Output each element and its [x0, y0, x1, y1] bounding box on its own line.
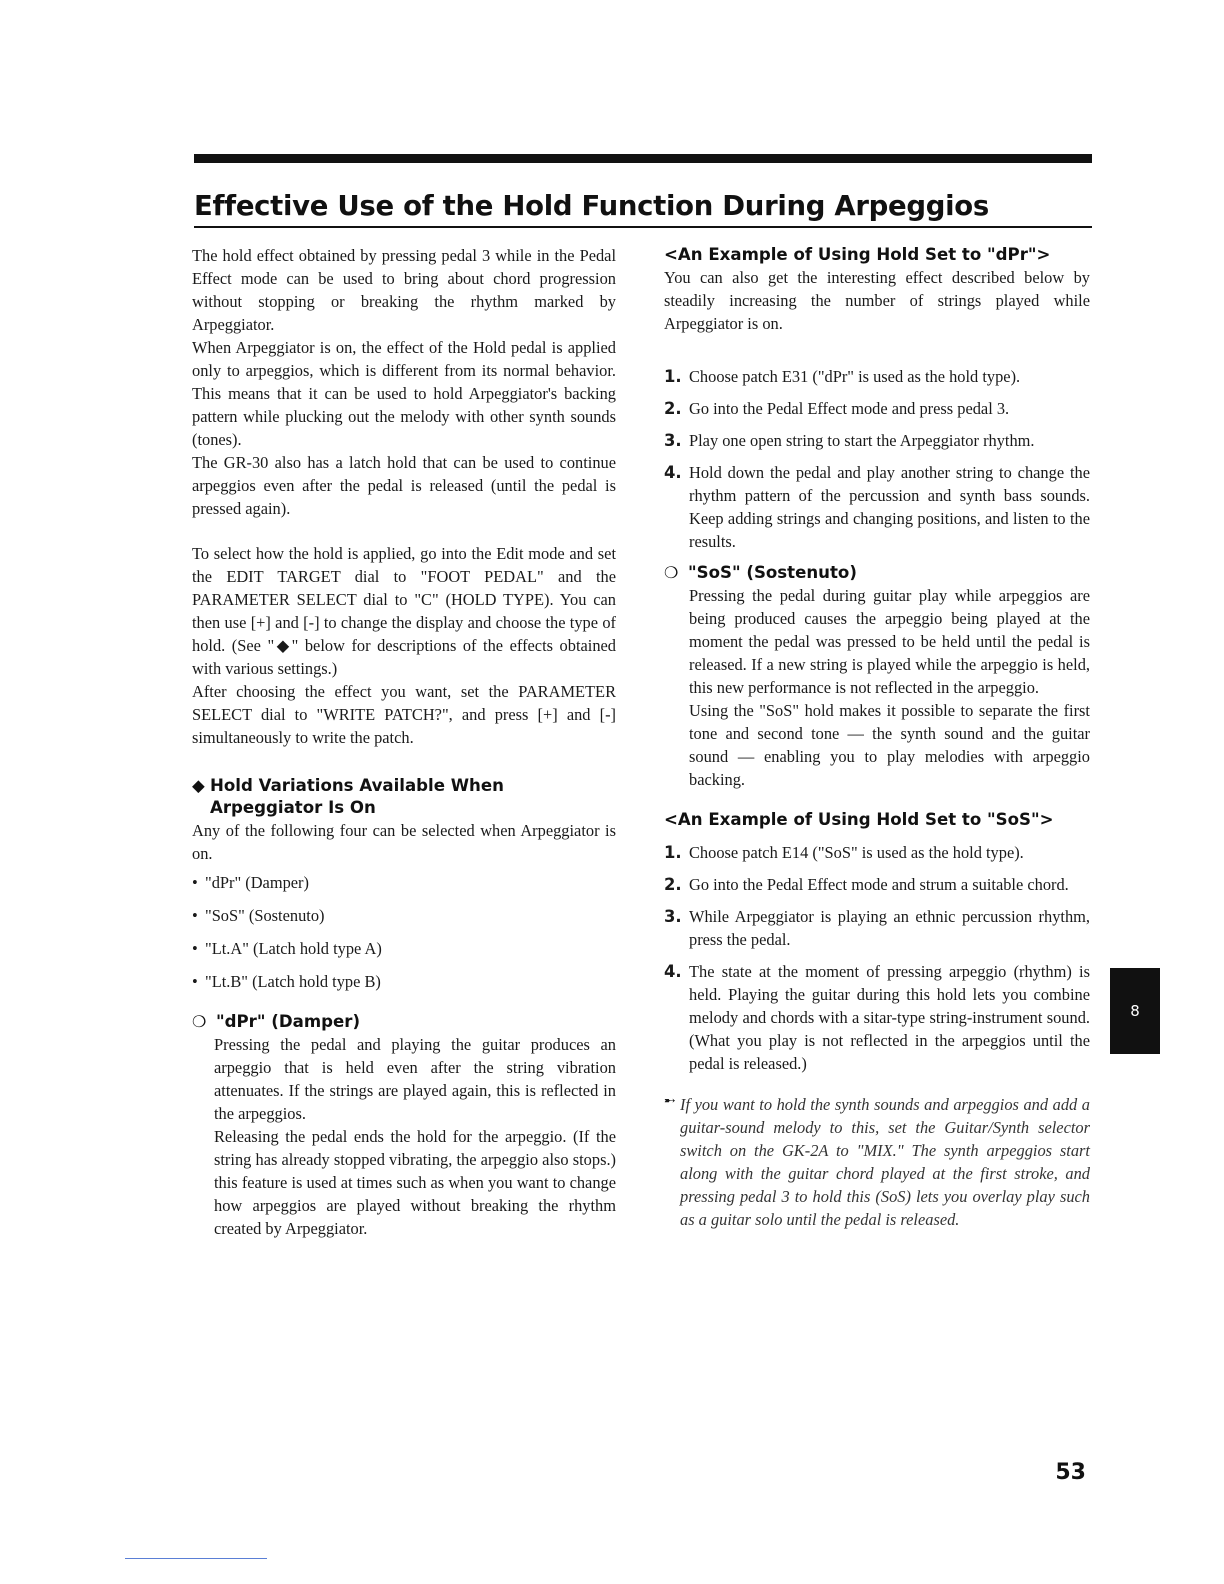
chapter-tab: 8 — [1110, 968, 1160, 1054]
right-column — [664, 244, 1090, 1231]
example-sos-heading: <An Example of Using Hold Set to "SoS"> — [664, 810, 1054, 829]
circle-icon: ❍ — [664, 563, 679, 582]
diamond-icon: ◆ — [192, 776, 205, 795]
step-item: 1. Choose patch E14 ("SoS" is used as the hold type). — [664, 843, 1024, 862]
footer-line — [125, 1558, 267, 1559]
select-paragraph: After choosing the effect you want, set the PARAMETER SELECT dial to "WRITE PATCH?", and press [+] and [-] simultaneously to write the patch. — [192, 682, 616, 747]
step-item: 3. While Arpeggiator is playing an ethnic percussion rhythm, press the pedal. — [664, 907, 1090, 949]
variations-heading-text: Hold Variations Available When Arpeggiator Is On — [210, 776, 504, 817]
bullet-icon: • — [192, 972, 198, 991]
dpr-paragraph: Pressing the pedal and playing the guitar produces an arpeggio that is held even after the string vibration attenuates. If the strings are played again, this is reflected in the arpeggios. — [214, 1035, 616, 1123]
sos-paragraph: Using the "SoS" hold makes it possible to separate the first tone and second tone — the synth sound and the guitar sound — enabling you to play melodies with arpeggio backing. — [689, 701, 1090, 789]
example-dpr-heading: <An Example of Using Hold Set to "dPr"> — [664, 245, 1051, 264]
hold-variations-list — [192, 871, 616, 993]
example-sos-steps — [664, 841, 1090, 1075]
list-item: • "Lt.B" (Latch hold type B) — [192, 972, 381, 991]
dpr-heading — [192, 1011, 616, 1033]
step-item: 3. Play one open string to start the Arpeggiator rhythm. — [664, 431, 1035, 450]
step-item: 2. Go into the Pedal Effect mode and press pedal 3. — [664, 399, 1010, 418]
arrow-icon: ➸ — [664, 1094, 676, 1109]
step-item: 1. Choose patch E31 ("dPr" is used as the hold type). — [664, 367, 1021, 386]
circle-icon: ❍ — [192, 1012, 207, 1031]
step-item: 4. The state at the moment of pressing arpeggio (rhythm) is held. Playing the guitar during this hold lets you combine melody and chords with a sitar-type string-instrument sound. (What you play is not reflected in the arpeggios until the pedal is released.) — [664, 962, 1090, 1073]
intro-paragraph: The GR-30 also has a latch hold that can be used to continue arpeggios even after the pedal is released (until the pedal is pressed again). — [192, 453, 616, 518]
dpr-heading-text: "dPr" (Damper) — [216, 1012, 361, 1031]
sos-body — [664, 584, 1090, 791]
variations-heading — [192, 775, 616, 819]
sos-paragraph: Pressing the pedal during guitar play while arpeggios are being produced causes the arpeggio being played at the moment the pedal was pressed to be held until the pedal is released. If a new string is played while the arpeggio is held, this new performance is not reflected in the arpeggio. — [689, 586, 1090, 697]
step-item: 2. Go into the Pedal Effect mode and strum a suitable chord. — [664, 875, 1069, 894]
variations-intro: Any of the following four can be selected when Arpeggiator is on. — [192, 821, 616, 863]
intro-paragraph: The hold effect obtained by pressing pedal 3 while in the Pedal Effect mode can be used to bring about chord progression without stopping or breaking the rhythm marked by Arpeggiator. — [192, 246, 616, 334]
example-dpr-intro: You can also get the interesting effect described below by steadily increasing the number of strings played while Arpeggiator is on. — [664, 268, 1090, 333]
bullet-icon: • — [192, 873, 198, 892]
bullet-icon: • — [192, 906, 198, 925]
step-item: 4. Hold down the pedal and play another string to change the rhythm pattern of the percussion and synth bass sounds. Keep adding strings and changing positions, and listen to the results. — [664, 463, 1090, 551]
dpr-paragraph: Releasing the pedal ends the hold for the arpeggio. (If the string has already stopped vibrating, the arpeggio also stops.) this feature is used at times such as when you want to change how arpeggios are played without breaking the rhythm created by Arpeggiator. — [214, 1127, 616, 1238]
top-rule — [194, 154, 1092, 163]
page-number: 53 — [1055, 1460, 1086, 1485]
list-item: • "dPr" (Damper) — [192, 873, 309, 892]
page-title: Effective Use of the Hold Function During Arpeggios — [194, 186, 1092, 228]
left-column — [192, 244, 616, 1240]
list-item: • "SoS" (Sostenuto) — [192, 906, 325, 925]
bullet-icon: • — [192, 939, 198, 958]
sos-heading-text: "SoS" (Sostenuto) — [688, 563, 857, 582]
sos-heading — [664, 562, 1090, 584]
list-item: • "Lt.A" (Latch hold type A) — [192, 939, 382, 958]
intro-paragraph: When Arpeggiator is on, the effect of the Hold pedal is applied only to arpeggios, which is different from its normal behavior. This means that it can be used to hold Arpeggiator's backing pattern while plucking out the melody with other synth sounds (tones). — [192, 338, 616, 449]
dpr-body — [192, 1033, 616, 1240]
example-dpr-steps — [664, 365, 1090, 553]
select-paragraph: To select how the hold is applied, go into the Edit mode and set the EDIT TARGET dial to "FOOT PEDAL" and the PARAMETER SELECT dial to "C" (HOLD TYPE). You can then use [+] and [-] to change the display and choose the type of hold. (See "◆" below for descriptions of the effects obtained with various settings.) — [192, 544, 616, 678]
note — [664, 1093, 1090, 1231]
note-text: If you want to hold the synth sounds and arpeggios and add a guitar-sound melody to this, set the Guitar/Synth selector switch on the GK-2A to "MIX." The synth arpeggios start along with the guitar chord played at the first stroke, and pressing pedal 3 to hold this (SoS) lets you overlay play such as a guitar solo until the pedal is released. — [680, 1095, 1090, 1229]
